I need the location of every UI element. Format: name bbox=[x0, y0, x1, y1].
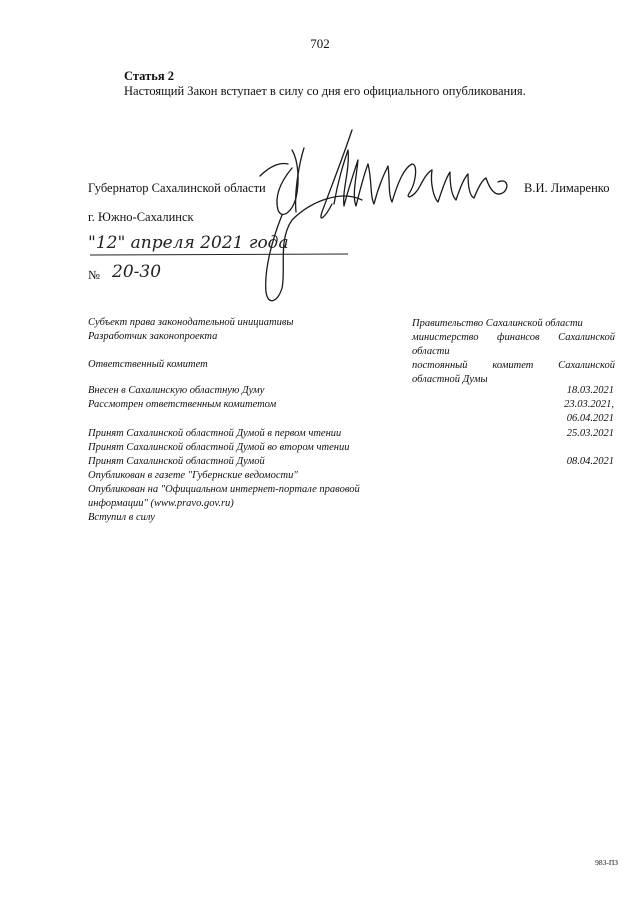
committee-label: Ответственный комитет bbox=[88, 359, 208, 370]
first-reading-label: Принят Сахалинской областной Думой в первом чтении bbox=[88, 428, 342, 439]
article-title: Статья 2 bbox=[124, 69, 174, 83]
signing-date: "12" апреля 2021 года bbox=[88, 233, 289, 253]
subject-label: Субъект права законодательной инициативы bbox=[88, 317, 294, 328]
footer-code: 983-ПЗ bbox=[595, 858, 618, 867]
introduced-label: Внесен в Сахалинскую областную Думу bbox=[88, 385, 265, 396]
number-sign: № bbox=[88, 268, 100, 282]
subject-value: Правительство Сахалинской области bbox=[412, 318, 583, 329]
article-text: Настоящий Закон вступает в силу со дня его официального опубликования. bbox=[124, 84, 526, 98]
developer-value: министерство финансов Сахалинской области bbox=[412, 332, 615, 357]
governor-name: В.И. Лимаренко bbox=[524, 181, 610, 195]
developer-label: Разработчик законопроекта bbox=[88, 331, 218, 342]
page-number: 702 bbox=[310, 36, 330, 51]
introduced-date: 18.03.2021 bbox=[566, 385, 614, 396]
published-portal-label-line-1: Опубликован на "Официальном интернет-портале правовой bbox=[88, 484, 360, 495]
committee-value: постоянный комитет Сахалинской областной Думы bbox=[412, 360, 615, 385]
reviewed-label: Рассмотрен ответственным комитетом bbox=[88, 399, 277, 410]
first-reading-date: 25.03.2021 bbox=[566, 428, 614, 439]
published-portal-label-line-2: информации" (www.pravo.gov.ru) bbox=[88, 498, 234, 509]
signature-icon bbox=[252, 120, 522, 310]
city: г. Южно-Сахалинск bbox=[88, 210, 194, 224]
reviewed-date-2: 06.04.2021 bbox=[566, 413, 614, 424]
adopted-date: 08.04.2021 bbox=[566, 456, 614, 467]
published-newspaper-label: Опубликован в газете "Губернские ведомости" bbox=[88, 470, 298, 481]
law-number: 20-30 bbox=[112, 262, 162, 282]
effective-label: Вступил в силу bbox=[88, 512, 155, 523]
adopted-label: Принят Сахалинской областной Думой bbox=[88, 456, 265, 467]
reviewed-date-1: 23.03.2021, bbox=[564, 399, 614, 410]
second-reading-label: Принят Сахалинской областной Думой во втором чтении bbox=[88, 442, 350, 453]
governor-title: Губернатор Сахалинской области bbox=[88, 181, 266, 195]
